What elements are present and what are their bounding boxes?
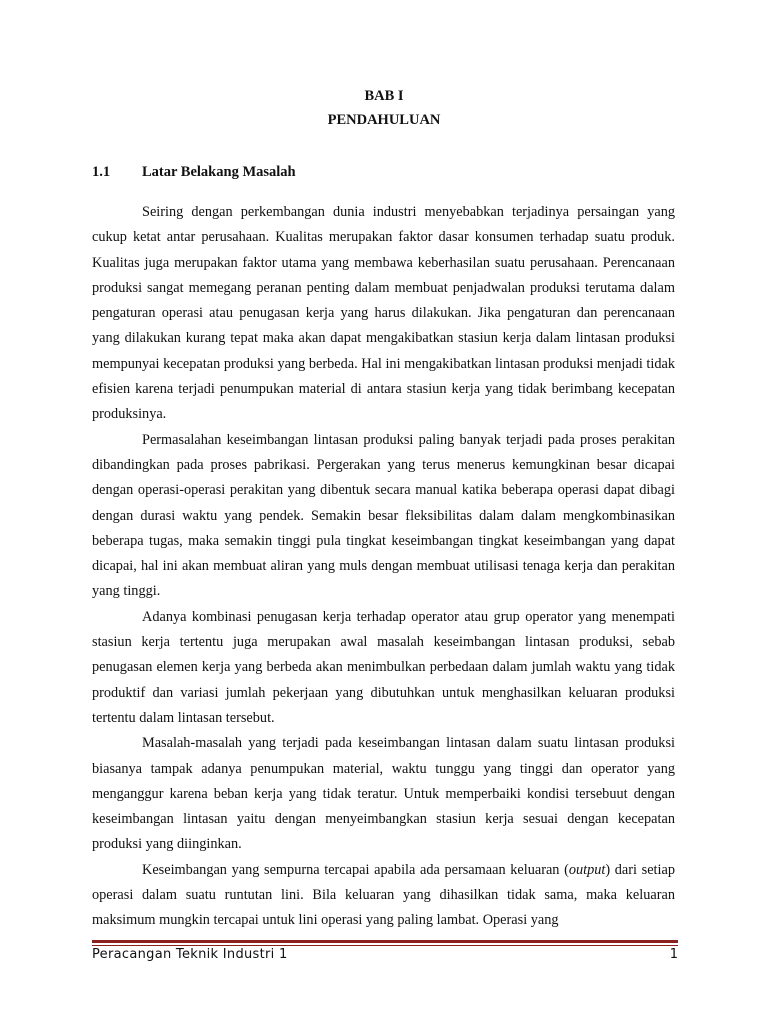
section-title: Latar Belakang Masalah [142, 164, 296, 180]
paragraph-5-text-before: Keseimbangan yang sempurna tercapai apabila ada persamaan keluaran ( [142, 861, 569, 878]
footer-rule-thick [92, 940, 678, 943]
footer-rule-thin [92, 945, 678, 946]
paragraph-3: Adanya kombinasi penugasan kerja terhadap operator atau grup operator yang menempati stasiun kerja tertentu juga merupakan awal masalah keseimbangan lintasan produksi, sebab penugasan elemen kerja yang berbeda akan menimbulkan perbedaan dalam jumlah waktu yang tidak produktif dan variasi jumlah pekerjaan yang dibutuhkan untuk menghasilkan keluaran produksi tertentu dalam lintasan tersebut. [92, 608, 675, 726]
section-number: 1.1 [92, 164, 111, 180]
paragraph-5-text-after: ) dari setiap operasi dalam suatu runtutan lini. Bila keluaran yang dihasilkan tidak sama, maka keluaran maksimum mungkin tercapai untuk lini operasi yang paling lambat. Operasi yang [92, 861, 675, 929]
chapter-title: PENDAHULUAN [327, 112, 441, 128]
chapter-number: BAB I [364, 88, 404, 104]
paragraph-4: Masalah-masalah yang terjadi pada keseimbangan lintasan dalam suatu lintasan produksi biasanya tampak adanya penumpukan material, waktu tunggu yang tinggi dan operator yang menganggur karena beban kerja yang tidak teratur. Untuk memperbaiki kondisi tersebuut dengan keseimbangan lintasan yaitu dengan menyeimbangkan stasiun kerja sesuai dengan kecepatan produksi yang diinginkan. [92, 735, 675, 853]
footer-title: Peracangan Teknik Industri 1 [92, 947, 288, 962]
body-text [92, 200, 675, 934]
paragraph-5 [92, 858, 675, 934]
page-number: 1 [669, 947, 678, 962]
section-heading [92, 164, 296, 181]
paragraph-2: Permasalahan keseimbangan lintasan produksi paling banyak terjadi pada proses perakitan dibandingkan pada proses pabrikasi. Pergerakan yang terus menerus kemungkinan besar dicapai dengan operasi-operasi perakitan yang dibentuk secara manual katika beberapa operasi dapat dibagi dengan durasi waktu yang pendek. Semakin besar fleksibilitas dalam dalam mengkombinasikan beberapa tugas, maka semakin tinggi pula tingkat keseimbangan tingkat keseimbangan yang dapat dicapai, hal ini akan membuat aliran yang muls dengan membuat utilisasi tenaga kerja dan perakitan yang tinggi. [92, 431, 675, 600]
paragraph-1: Seiring dengan perkembangan dunia industri menyebabkan terjadinya persaingan yang cukup ketat antar perusahaan. Kualitas merupakan faktor dasar konsumen terhadap suatu produk. Kualitas juga merupakan faktor utama yang membawa keberhasilan suatu perusahaan. Perencanaan produksi sangat memegang peranan penting dalam membuat penjadwalan produksi terutama dalam pengaturan operasi atau penugasan kerja yang harus dilakukan. Jika pengaturan dan perencanaan yang dilakukan kurang tepat maka akan dapat mengakibatkan stasiun kerja dalam lintasan produksi mempunyai kecepatan produksi yang berbeda. Hal ini mengakibatkan lintasan produksi menjadi tidak efisien karena terjadi penumpukan material di antara stasiun kerja yang tidak berimbang kecepatan produksinya. [92, 204, 675, 423]
paragraph-5-italic-term: output [568, 861, 606, 878]
